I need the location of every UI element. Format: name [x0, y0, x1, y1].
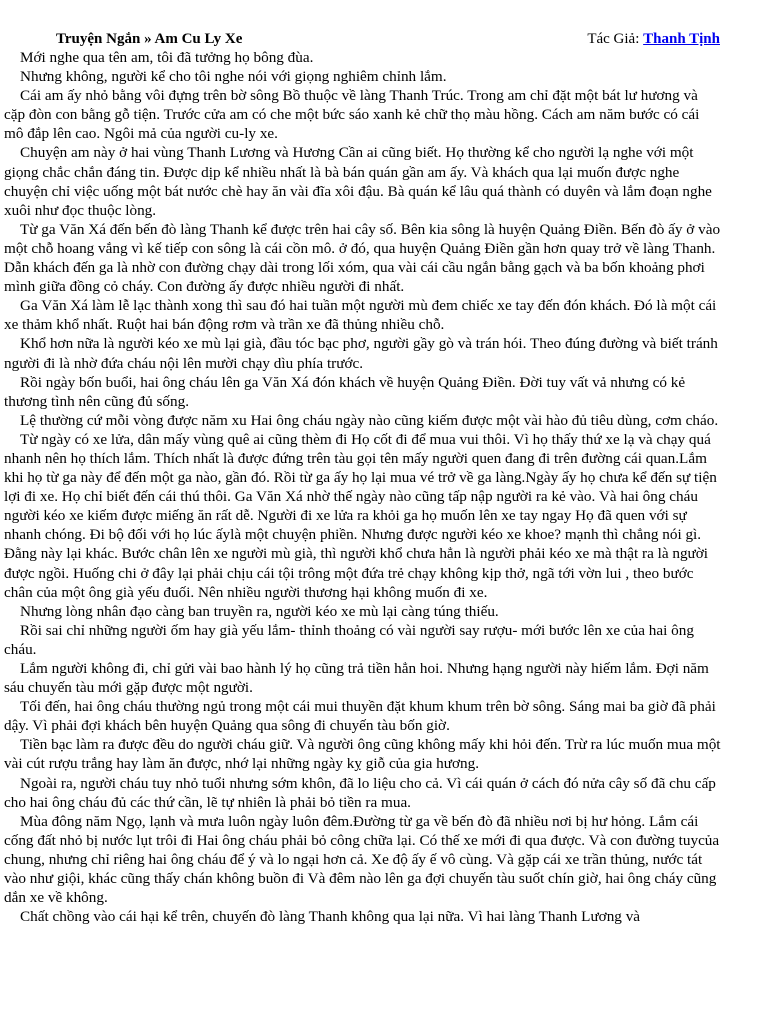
author-label: Tác Giả:: [587, 31, 644, 47]
paragraph: Tối đến, hai ông cháu thường ngủ trong một cái mui thuyền đặt khum khum trên bờ sông. Sáng mai ba giờ đã phải dậy. Vì phải đợi khách bên huyện Quảng qua sông đi chuyến tàu bốn giờ.: [4, 698, 716, 735]
paragraph: Chất chồng vào cái hại kể trên, chuyến đò làng Thanh không qua lại nữa. Vì hai làng Thanh Lương và: [20, 908, 641, 926]
author-link[interactable]: Thanh Tịnh: [643, 31, 720, 47]
paragraph: Mùa đông năm Ngọ, lạnh và mưa luôn ngày luôn đêm.Đường từ ga về bến đò đã nhiều nơi bị hư hỏng. Lắm cái cống đất nhỏ bị nước lụt trôi đi Hai ông cháu phải bỏ công chữa lại. Có thế xe mới đi qua được. Và con đường tuycủa chung, nhưng chỉ riêng hai ông cháu để ý và lo ngại hơn cả. Xe độ ấy ế vô cùng. Và gặp cái xe trần thủng, nước tát vào như giội, khác cũng thấy chán không buồn đi Và đêm nào lên ga đợi chuyến tàu suốt chín giờ, hai ông cháy cũng dắn xe về không.: [4, 812, 720, 907]
paragraph: Ngoài ra, người cháu tuy nhỏ tuổi nhưng sớm khôn, đã lo liệu cho cả. Vì cái quán ở cách đó nửa cây số đã chu cấp cho hai ông cháu đủ các thứ cần, lẽ tự nhiên là phải bỏ tiền ra mua.: [4, 774, 716, 811]
page-header: [0, 0, 768, 48]
paragraph: Tiền bạc làm ra được đều do người cháu giữ. Và người ông cũng không mấy khi hỏi đến. Trừ ra lúc muốn mua một vài cút rượu trắng hay làm ăn được, nhớ lại những ngày kỵ giỗ của gia hương.: [4, 736, 721, 773]
paragraph: Từ ngày có xe lửa, dân mấy vùng quê ai cũng thèm đi Họ cốt đi để mua vui thôi. Vì họ thấy thứ xe lạ và chạy quá nhanh nên họ thích lắm. Thích nhất là được đứng trên tàu gọi tên mấy người quen đang đi trên đường cái quan.Lắm khi họ từ ga này để đến một ga nào, gần đó. Rồi từ ga ấy họ lại mua vé trở về ga làng.Ngày ấy họ chưa kể đến sự tiện lợi đi xe. Họ chỉ biết đến cái thú thôi. Ga Văn Xá nhờ thế ngày nào cũng tấp nập người ra kẻ vào. Và hai ông cháu người kéo xe kiếm được miếng ăn rất dễ. Người đi xe lửa ra khỏi ga họ muốn lên xe tay ngay Họ đã quen với sự nhanh chóng. Đi bộ đối với họ lúc ấylà một chuyện phiền. Nhưng được người kéo xe khoe? mạnh thì chẳng nói gì. Đằng này lại khác. Bước chân lên xe người mù già, thì người khổ chưa hẳn là người phải kéo xe mà thật ra là người được ngồi. Huống chi ở đây lại phải chịu cái tội trông một đứa trẻ chạy không kịp thở, ngã tới vờn lui , theo bước chân của một ông già yếu đuối. Nên nhiều người thương hại không muốn đi xe.: [4, 430, 717, 601]
paragraph: Lắm người không đi, chỉ gửi vài bao hành lý họ cũng trả tiền hẳn hoi. Nhưng hạng người này hiếm lắm. Đợi năm sáu chuyến tàu mới gặp được một người.: [4, 660, 709, 697]
paragraph: Cái am ấy nhỏ bằng vôi đựng trên bờ sông Bồ thuộc về làng Thanh Trúc. Trong am chỉ đặt một bát lư hương và cặp đòn con bằng gỗ tiện. Trước cửa am có che một bức sáo xanh kẻ chữ thọ màu hồng. Cách am năm bước có cái mô đắp lên cao. Ngôi mả của người cu-ly xe.: [4, 87, 700, 143]
paragraph: Từ ga Văn Xá đến bến đò làng Thanh kể được trên hai cây số. Bên kia sông là huyện Quảng Điền. Bến đò ấy ở vào một chỗ hoang vắng vì kế tiếp con sông là cái cồn mô. ở đó, qua huyện Quảng Điền gần hơn quay trở về làng Thanh. Dẫn khách đến ga là nhờ con đường chạy dài trong lối xóm, qua vài cái cầu ngắn bằng gạch và ba bốn khoảng phơi mình giữa đồng cỏ cháy. Con đường ấy được nhiều người đi nhất.: [4, 220, 721, 296]
paragraph: Chuyện am này ở hai vùng Thanh Lương và Hương Cần ai cũng biết. Họ thường kể cho người lạ nghe với một giọng chắc chắn đáng tin. Được dịp kể nhiều nhất là bà bán quán gần am ấy. Và khách qua lại muốn được nghe chuyện chỉ việc uống một bát nước chè hay ăn vài đĩa xôi đậu. Bà quán kể lâu quá thành có duyên và lắm đoạn nghe xuôi như đọc thuộc lòng.: [4, 144, 712, 219]
paragraph: Rồi ngày bốn buổi, hai ông cháu lên ga Văn Xá đón khách về huyện Quảng Điền. Đời tuy vất vả nhưng có kẻ thương tình nên cũng đủ sống.: [4, 373, 686, 410]
paragraph: Khổ hơn nữa là người kéo xe mù lại già, đầu tóc bạc phơ, người gầy gò và trán hói. Theo đúng đường và biết tránh người đi là nhờ đứa cháu nội lên mười chạy dìu phía trước.: [4, 335, 718, 372]
paragraph: Nhưng lòng nhân đạo càng ban truyền ra, người kéo xe mù lại càng túng thiếu.: [20, 602, 499, 620]
paragraph: Rồi sai chỉ những người ốm hay già yếu lắm- thỉnh thoảng có vài người say rượu- mới bước lên xe của hai ông cháu.: [4, 621, 694, 658]
paragraph: Mới nghe qua tên am, tôi đã tưởng họ bông đùa.: [20, 49, 314, 66]
paragraph: Ga Văn Xá làm lễ lạc thành xong thì sau đó hai tuần một người mù đem chiếc xe tay đến đón khách. Đó là một cái xe thảm khổ nhất. Ruột hai bán động rơm và trần xe đã thủng nhiều chỗ.: [4, 297, 717, 334]
paragraph: Lệ thường cứ mỗi vòng được năm xu Hai ông cháu ngày nào cũng kiếm được một vài hào đủ tiêu dùng, cơm cháo.: [20, 411, 719, 429]
author-line: [587, 30, 720, 48]
story-body: [0, 48, 768, 926]
paragraph: Nhưng không, người kể cho tôi nghe nói với giọng nghiêm chỉnh lắm.: [20, 68, 447, 86]
story-title: Truyện Ngắn » Am Cu Ly Xe: [56, 31, 243, 47]
